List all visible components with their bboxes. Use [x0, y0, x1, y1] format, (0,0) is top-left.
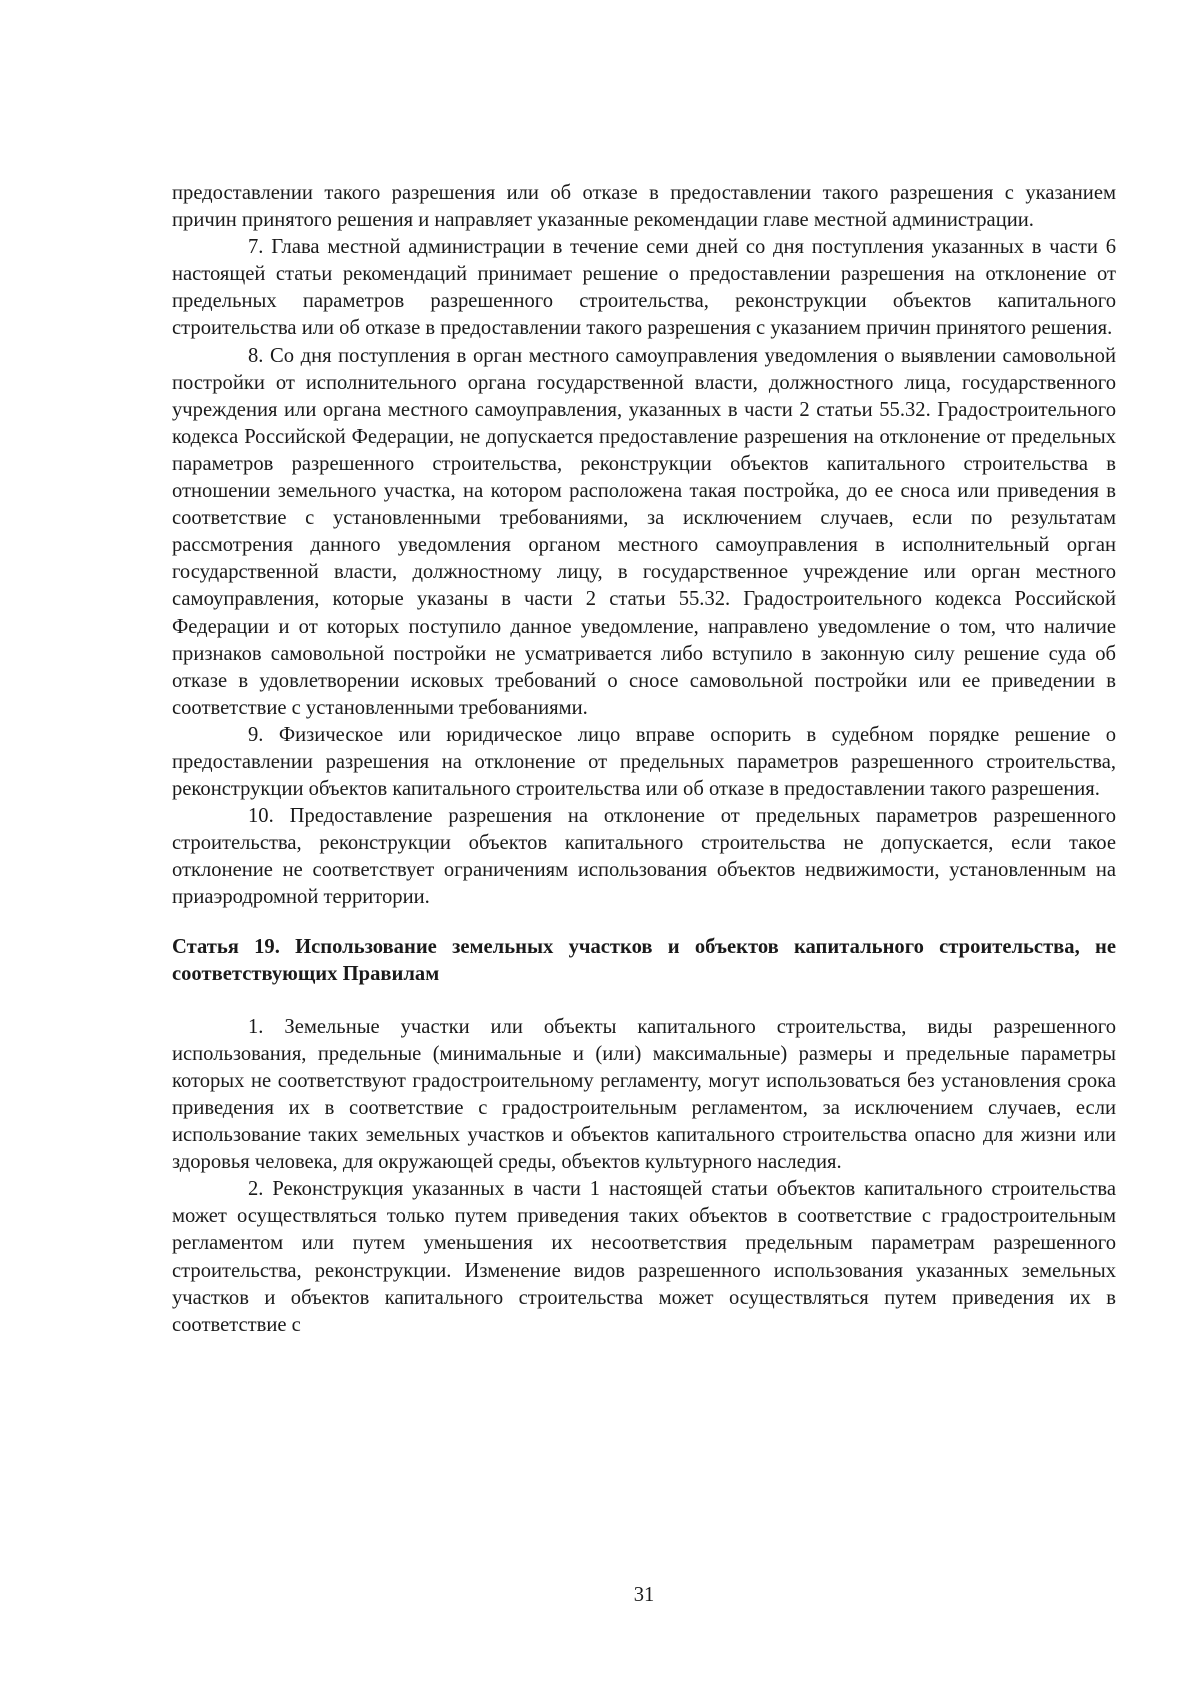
- article-19-paragraph-2: 2. Реконструкция указанных в части 1 настоящей статьи объектов капитального строительства может осуществляться только путем приведения таких объектов в соответствие с градостроительным регламентом или путем уменьшения их несоответствия предельным параметрам разрешенного строительства, реконструкции. Изменение видов разрешенного использования указанных земельных участков и объектов капитального строительства может осуществляться путем приведения их в соответствие с: [172, 1178, 1116, 1336]
- paragraph-item-10: 10. Предоставление разрешения на отклонение от предельных параметров разрешенного строительства, реконструкции объектов капитального строительства не допускается, если такое отклонение не соответствует ограничениям использования объектов недвижимости, установленным на приаэродромной территории.: [172, 805, 1116, 909]
- article-19-paragraph-1: 1. Земельные участки или объекты капитального строительства, виды разрешенного использования, предельные (минимальные и (или) максимальные) размеры и предельные параметры которых не соответствуют градостроительному регламенту, могут использоваться без установления срока приведения их в соответствие с градостроительным регламентом, за исключением случаев, если использование таких земельных участков и объектов капитального строительства опасно для жизни или здоровья человека, для окружающей среды, объектов культурного наследия.: [172, 1015, 1116, 1174]
- paragraph-continuation: предоставлении такого разрешения или об отказе в предоставлении такого разрешения с указанием причин принятого решения и направляет указанные рекомендации главе местной администрации.: [172, 182, 1116, 232]
- page-number: 31: [633, 1584, 655, 1606]
- paragraph-item-9: 9. Физическое или юридическое лицо вправе оспорить в судебном порядке решение о предоставлении разрешения на отклонение от предельных параметров разрешенного строительства, реконструкции объектов капитального строительства или об отказе в предоставлении такого разрешения.: [172, 723, 1116, 801]
- document-page: [172, 180, 1116, 1339]
- article-19-heading: Статья 19. Использование земельных участков и объектов капитального строительства, не соответствующих Правилам: [172, 935, 1116, 985]
- paragraph-item-7: 7. Глава местной администрации в течение семи дней со дня поступления указанных в части 6 настоящей статьи рекомендаций принимает решение о предоставлении разрешения на отклонение от предельных параметров разрешенного строительства, реконструкции объектов капитального строительства или об отказе в предоставлении такого разрешения с указанием причин принятого решения.: [172, 236, 1116, 340]
- paragraph-item-8: 8. Со дня поступления в орган местного самоуправления уведомления о выявлении самовольной постройки от исполнительного органа государственной власти, должностного лица, государственного учреждения или органа местного самоуправления, указанных в части 2 статьи 55.32. Градостроительного кодекса Российской Федерации, не допускается предоставление разрешения на отклонение от предельных параметров разрешенного строительства, реконструкции объектов капитального строительства в отношении земельного участка, на котором расположена такая постройка, до ее сноса или приведения в соответствие с установленными требованиями, за исключением случаев, если по результатам рассмотрения данного уведомления органом местного самоуправления в исполнительный орган государственной власти, должностному лицу, в государственное учреждение или орган местного самоуправления, которые указаны в части 2 статьи 55.32. Градостроительного кодекса Российской Федерации и от которых поступило данное уведомление, направлено уведомление о том, что наличие признаков самовольной постройки не усматривается либо вступило в законную силу решение суда об отказе в удовлетворении исковых требований о сносе самовольной постройки или ее приведении в соответствие с установленными требованиями.: [172, 344, 1116, 719]
